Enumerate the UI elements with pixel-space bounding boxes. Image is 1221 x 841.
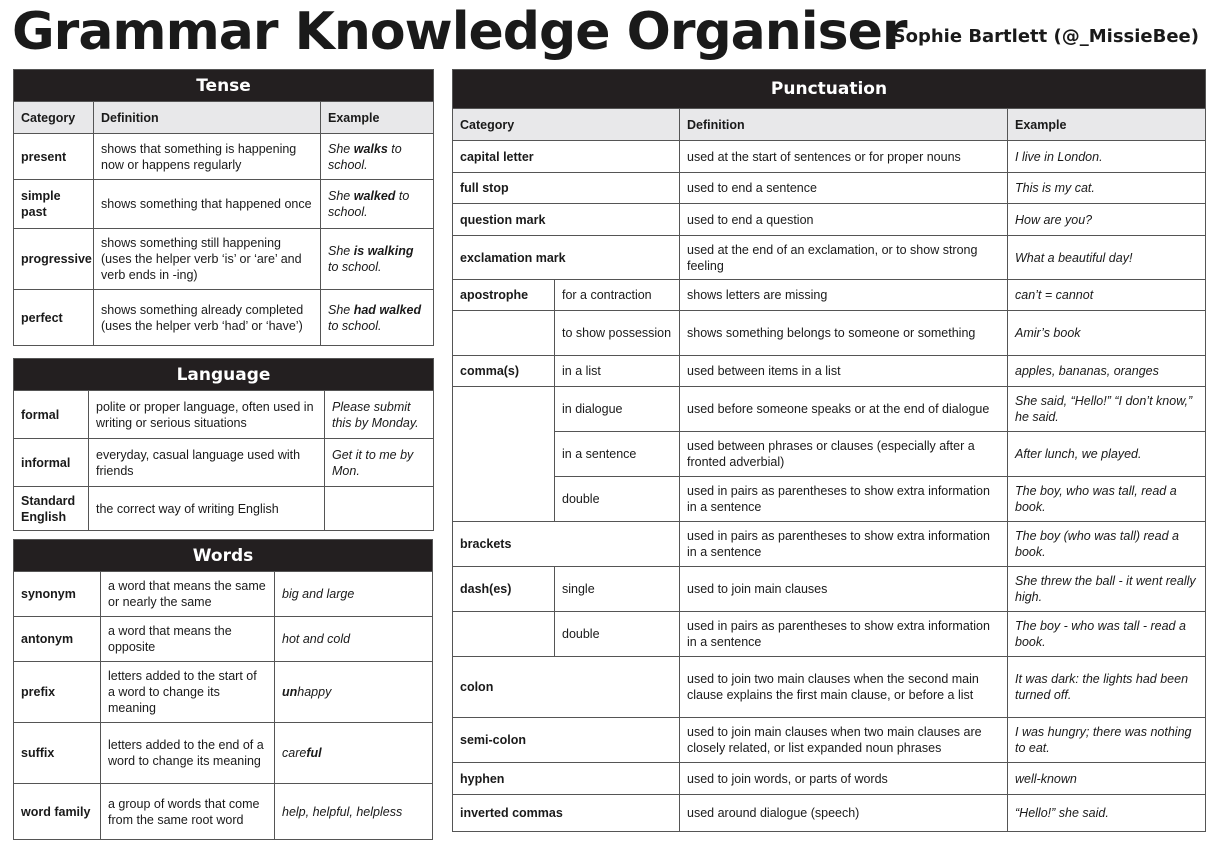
author-credit: Sophie Bartlett (@_MissieBee) xyxy=(892,26,1199,47)
example-cell: help, helpful, helpless xyxy=(275,784,433,840)
table-row xyxy=(453,173,1206,204)
definition-cell: used to join two main clauses when the second main clause explains the first main clause, or before a list xyxy=(680,657,1008,718)
table-row xyxy=(453,204,1206,236)
table-row xyxy=(14,662,433,723)
definition-cell: a group of words that come from the same root word xyxy=(101,784,275,840)
words-title: Words xyxy=(14,540,433,572)
example-cell: She had walked to school. xyxy=(321,290,434,346)
example-cell: What a beautiful day! xyxy=(1008,236,1206,280)
tense-title: Tense xyxy=(14,70,434,102)
definition-cell: used at the end of an exclamation, or to show strong feeling xyxy=(680,236,1008,280)
subcategory-cell: in a list xyxy=(555,356,680,387)
category-cell: prefix xyxy=(14,662,101,723)
example-cell: I live in London. xyxy=(1008,141,1206,173)
example-cell: apples, bananas, oranges xyxy=(1008,356,1206,387)
definition-cell: used between items in a list xyxy=(680,356,1008,387)
example-cell: It was dark: the lights had been turned off. xyxy=(1008,657,1206,718)
example-cell: How are you? xyxy=(1008,204,1206,236)
definition-cell: a word that means the same or nearly the same xyxy=(101,572,275,617)
definition-cell: letters added to the start of a word to change its meaning xyxy=(101,662,275,723)
definition-cell: used in pairs as parentheses to show extra information in a sentence xyxy=(680,477,1008,522)
example-cell: Please submit this by Monday. xyxy=(325,391,434,439)
table-row xyxy=(453,387,1206,432)
tense-table xyxy=(13,69,434,346)
example-cell xyxy=(325,487,434,531)
example-cell: can’t = cannot xyxy=(1008,280,1206,311)
category-cell: inverted commas xyxy=(453,795,680,832)
subcategory-cell: single xyxy=(555,567,680,612)
category-cell: question mark xyxy=(453,204,680,236)
header-category: Category xyxy=(453,109,680,141)
table-row xyxy=(453,718,1206,763)
definition-cell: the correct way of writing English xyxy=(89,487,325,531)
definition-cell: shows something already completed (uses the helper verb ‘had’ or ‘have’) xyxy=(94,290,321,346)
punctuation-table xyxy=(452,69,1206,832)
category-cell: present xyxy=(14,134,94,180)
subcategory-cell: double xyxy=(555,612,680,657)
example-cell: After lunch, we played. xyxy=(1008,432,1206,477)
definition-cell: shows that something is happening now or happens regularly xyxy=(94,134,321,180)
subcategory-cell: for a contraction xyxy=(555,280,680,311)
definition-cell: shows something belongs to someone or something xyxy=(680,311,1008,356)
definition-cell: used to join main clauses xyxy=(680,567,1008,612)
example-cell: careful xyxy=(275,723,433,784)
definition-cell: used to end a question xyxy=(680,204,1008,236)
category-cell: perfect xyxy=(14,290,94,346)
example-cell: She said, “Hello!” “I don’t know,” he said. xyxy=(1008,387,1206,432)
table-row xyxy=(14,229,434,290)
table-row xyxy=(453,280,1206,311)
subcategory-cell: in a sentence xyxy=(555,432,680,477)
definition-cell: used before someone speaks or at the end of dialogue xyxy=(680,387,1008,432)
header-definition: Definition xyxy=(94,102,321,134)
category-cell: progressive xyxy=(14,229,94,290)
table-row xyxy=(453,311,1206,356)
table-row xyxy=(14,723,433,784)
definition-cell: used to end a sentence xyxy=(680,173,1008,204)
definition-cell: used between phrases or clauses (especially after a fronted adverbial) xyxy=(680,432,1008,477)
category-cell: informal xyxy=(14,439,89,487)
table-row xyxy=(14,180,434,229)
table-row xyxy=(14,487,434,531)
table-row xyxy=(14,572,433,617)
table-row xyxy=(453,795,1206,832)
table-row xyxy=(14,617,433,662)
definition-cell: used at the start of sentences or for proper nouns xyxy=(680,141,1008,173)
table-row xyxy=(14,134,434,180)
category-cell: exclamation mark xyxy=(453,236,680,280)
category-cell: capital letter xyxy=(453,141,680,173)
definition-cell: a word that means the opposite xyxy=(101,617,275,662)
example-cell: Amir’s book xyxy=(1008,311,1206,356)
example-cell: She walks to school. xyxy=(321,134,434,180)
definition-cell: used to join words, or parts of words xyxy=(680,763,1008,795)
example-cell: The boy (who was tall) read a book. xyxy=(1008,522,1206,567)
category-cell: suffix xyxy=(14,723,101,784)
table-row xyxy=(453,477,1206,522)
category-cell: apostrophe xyxy=(453,280,555,311)
category-cell: synonym xyxy=(14,572,101,617)
category-cell: antonym xyxy=(14,617,101,662)
category-cell: full stop xyxy=(453,173,680,204)
definition-cell: shows something still happening (uses the helper verb ‘is’ or ‘are’ and verb ends in -ing) xyxy=(94,229,321,290)
language-table xyxy=(13,358,434,531)
category-cell: Standard English xyxy=(14,487,89,531)
category-cell: comma(s) xyxy=(453,356,555,387)
table-row xyxy=(453,522,1206,567)
table-row xyxy=(453,763,1206,795)
example-cell: I was hungry; there was nothing to eat. xyxy=(1008,718,1206,763)
header-category: Category xyxy=(14,102,94,134)
subcategory-cell: double xyxy=(555,477,680,522)
category-cell xyxy=(453,387,555,522)
category-cell: word family xyxy=(14,784,101,840)
example-cell: The boy - who was tall - read a book. xyxy=(1008,612,1206,657)
category-cell: brackets xyxy=(453,522,680,567)
example-cell: This is my cat. xyxy=(1008,173,1206,204)
example-cell: Get it to me by Mon. xyxy=(325,439,434,487)
definition-cell: shows something that happened once xyxy=(94,180,321,229)
table-row xyxy=(14,391,434,439)
table-row xyxy=(453,356,1206,387)
punctuation-title: Punctuation xyxy=(453,70,1206,109)
subcategory-cell: in dialogue xyxy=(555,387,680,432)
definition-cell: used to join main clauses when two main clauses are closely related, or list expanded noun phrases xyxy=(680,718,1008,763)
example-cell: She threw the ball - it went really high. xyxy=(1008,567,1206,612)
table-row xyxy=(14,290,434,346)
definition-cell: used around dialogue (speech) xyxy=(680,795,1008,832)
example-cell: well-known xyxy=(1008,763,1206,795)
table-row xyxy=(453,236,1206,280)
page-title: Grammar Knowledge Organiser xyxy=(12,2,907,62)
definition-cell: polite or proper language, often used in writing or serious situations xyxy=(89,391,325,439)
table-row xyxy=(14,784,433,840)
category-cell: formal xyxy=(14,391,89,439)
words-table xyxy=(13,539,433,840)
header-definition: Definition xyxy=(680,109,1008,141)
definition-cell: shows letters are missing xyxy=(680,280,1008,311)
category-cell: semi-colon xyxy=(453,718,680,763)
example-cell: She is walking to school. xyxy=(321,229,434,290)
table-row xyxy=(453,141,1206,173)
table-row xyxy=(453,432,1206,477)
example-cell: unhappy xyxy=(275,662,433,723)
language-title: Language xyxy=(14,359,434,391)
definition-cell: used in pairs as parentheses to show extra information in a sentence xyxy=(680,522,1008,567)
header-example: Example xyxy=(321,102,434,134)
example-cell: She walked to school. xyxy=(321,180,434,229)
table-row xyxy=(453,567,1206,612)
definition-cell: letters added to the end of a word to change its meaning xyxy=(101,723,275,784)
example-cell: hot and cold xyxy=(275,617,433,662)
definition-cell: used in pairs as parentheses to show extra information in a sentence xyxy=(680,612,1008,657)
category-cell: simple past xyxy=(14,180,94,229)
definition-cell: everyday, casual language used with friends xyxy=(89,439,325,487)
example-cell: “Hello!” she said. xyxy=(1008,795,1206,832)
table-row xyxy=(453,612,1206,657)
header-example: Example xyxy=(1008,109,1206,141)
category-cell: dash(es) xyxy=(453,567,555,612)
subcategory-cell: to show possession xyxy=(555,311,680,356)
category-cell: hyphen xyxy=(453,763,680,795)
example-cell: The boy, who was tall, read a book. xyxy=(1008,477,1206,522)
category-cell xyxy=(453,612,555,657)
table-row xyxy=(453,657,1206,718)
table-row xyxy=(14,439,434,487)
category-cell: colon xyxy=(453,657,680,718)
category-cell xyxy=(453,311,555,356)
example-cell: big and large xyxy=(275,572,433,617)
